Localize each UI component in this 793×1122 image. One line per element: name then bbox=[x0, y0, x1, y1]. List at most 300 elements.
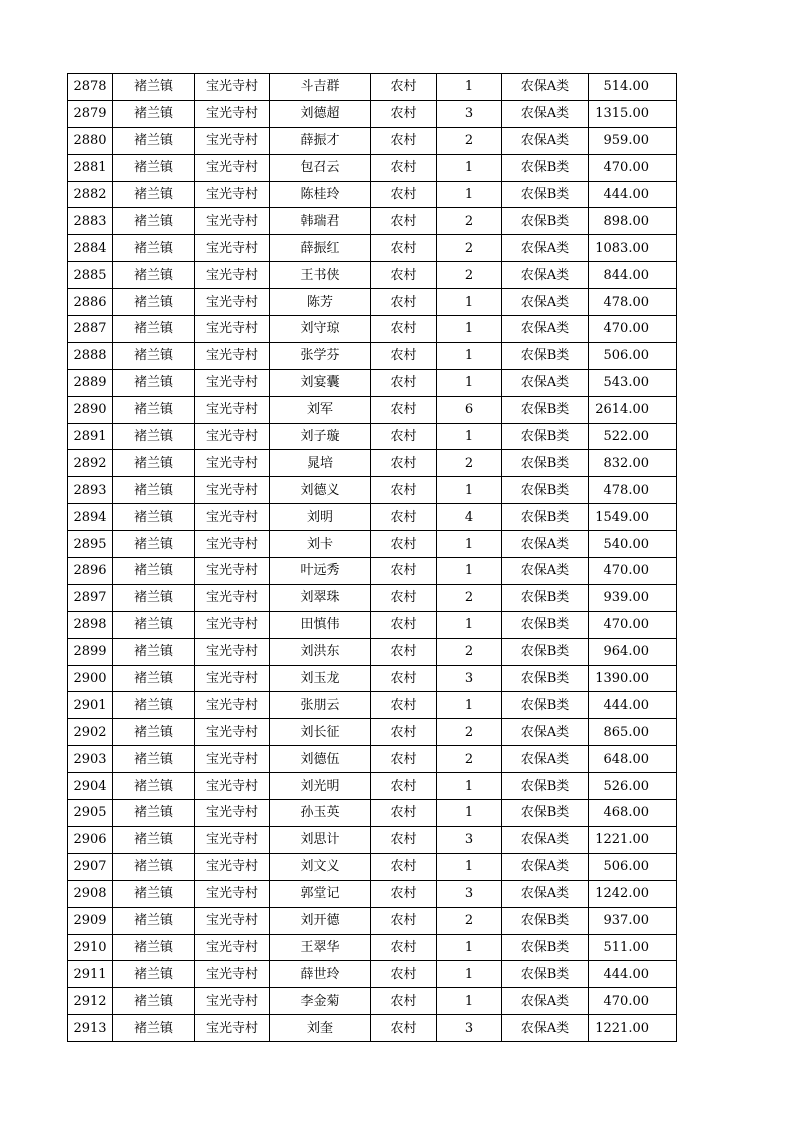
cell-village: 宝光寺村 bbox=[195, 181, 270, 208]
cell-town: 褚兰镇 bbox=[113, 961, 195, 988]
cell-category: 农保A类 bbox=[502, 826, 589, 853]
cell-name: 刘德伍 bbox=[270, 746, 371, 773]
cell-village: 宝光寺村 bbox=[195, 369, 270, 396]
table-row bbox=[68, 154, 677, 181]
table-row bbox=[68, 342, 677, 369]
cell-no: 2879 bbox=[68, 100, 113, 127]
cell-count: 2 bbox=[437, 127, 502, 154]
cell-village: 宝光寺村 bbox=[195, 477, 270, 504]
cell-amount: 470.00 bbox=[589, 558, 677, 585]
cell-amount: 470.00 bbox=[589, 154, 677, 181]
cell-count: 1 bbox=[437, 611, 502, 638]
cell-count: 2 bbox=[437, 208, 502, 235]
cell-name: 张朋云 bbox=[270, 692, 371, 719]
cell-amount: 964.00 bbox=[589, 638, 677, 665]
cell-amount: 470.00 bbox=[589, 611, 677, 638]
cell-amount: 514.00 bbox=[589, 74, 677, 101]
cell-name: 王翠华 bbox=[270, 934, 371, 961]
cell-name: 刘明 bbox=[270, 504, 371, 531]
cell-name: 包召云 bbox=[270, 154, 371, 181]
cell-no: 2900 bbox=[68, 665, 113, 692]
cell-type: 农村 bbox=[371, 934, 437, 961]
table-row bbox=[68, 773, 677, 800]
cell-village: 宝光寺村 bbox=[195, 584, 270, 611]
cell-town: 褚兰镇 bbox=[113, 396, 195, 423]
cell-no: 2903 bbox=[68, 746, 113, 773]
cell-town: 褚兰镇 bbox=[113, 316, 195, 343]
cell-count: 3 bbox=[437, 1015, 502, 1042]
cell-name: 王书侠 bbox=[270, 262, 371, 289]
cell-category: 农保B类 bbox=[502, 477, 589, 504]
cell-category: 农保A类 bbox=[502, 853, 589, 880]
cell-type: 农村 bbox=[371, 181, 437, 208]
cell-no: 2896 bbox=[68, 558, 113, 585]
cell-count: 1 bbox=[437, 289, 502, 316]
cell-count: 1 bbox=[437, 692, 502, 719]
cell-no: 2881 bbox=[68, 154, 113, 181]
table-row bbox=[68, 746, 677, 773]
cell-village: 宝光寺村 bbox=[195, 558, 270, 585]
cell-count: 2 bbox=[437, 450, 502, 477]
cell-town: 褚兰镇 bbox=[113, 154, 195, 181]
table-row bbox=[68, 988, 677, 1015]
cell-no: 2882 bbox=[68, 181, 113, 208]
cell-type: 农村 bbox=[371, 235, 437, 262]
cell-village: 宝光寺村 bbox=[195, 665, 270, 692]
cell-name: 刘卡 bbox=[270, 531, 371, 558]
cell-type: 农村 bbox=[371, 262, 437, 289]
cell-count: 1 bbox=[437, 558, 502, 585]
table-row bbox=[68, 423, 677, 450]
roster-table bbox=[67, 73, 677, 1042]
cell-category: 农保B类 bbox=[502, 423, 589, 450]
table-row bbox=[68, 235, 677, 262]
cell-town: 褚兰镇 bbox=[113, 262, 195, 289]
table-row bbox=[68, 558, 677, 585]
cell-town: 褚兰镇 bbox=[113, 880, 195, 907]
cell-category: 农保B类 bbox=[502, 396, 589, 423]
cell-amount: 470.00 bbox=[589, 988, 677, 1015]
cell-type: 农村 bbox=[371, 773, 437, 800]
cell-type: 农村 bbox=[371, 531, 437, 558]
table-row bbox=[68, 396, 677, 423]
cell-count: 6 bbox=[437, 396, 502, 423]
cell-village: 宝光寺村 bbox=[195, 988, 270, 1015]
cell-type: 农村 bbox=[371, 961, 437, 988]
cell-village: 宝光寺村 bbox=[195, 423, 270, 450]
cell-type: 农村 bbox=[371, 154, 437, 181]
cell-village: 宝光寺村 bbox=[195, 396, 270, 423]
cell-count: 2 bbox=[437, 262, 502, 289]
cell-no: 2909 bbox=[68, 907, 113, 934]
table-row bbox=[68, 826, 677, 853]
table-row bbox=[68, 74, 677, 101]
cell-name: 薛振才 bbox=[270, 127, 371, 154]
cell-amount: 540.00 bbox=[589, 531, 677, 558]
cell-category: 农保B类 bbox=[502, 961, 589, 988]
cell-count: 3 bbox=[437, 665, 502, 692]
cell-name: 刘守琼 bbox=[270, 316, 371, 343]
cell-no: 2904 bbox=[68, 773, 113, 800]
cell-town: 褚兰镇 bbox=[113, 558, 195, 585]
table-row bbox=[68, 127, 677, 154]
cell-count: 3 bbox=[437, 100, 502, 127]
table-row bbox=[68, 584, 677, 611]
cell-no: 2888 bbox=[68, 342, 113, 369]
cell-village: 宝光寺村 bbox=[195, 531, 270, 558]
cell-count: 2 bbox=[437, 746, 502, 773]
cell-name: 刘开德 bbox=[270, 907, 371, 934]
cell-town: 褚兰镇 bbox=[113, 289, 195, 316]
table-row bbox=[68, 1015, 677, 1042]
cell-amount: 526.00 bbox=[589, 773, 677, 800]
cell-no: 2895 bbox=[68, 531, 113, 558]
cell-type: 农村 bbox=[371, 665, 437, 692]
cell-category: 农保A类 bbox=[502, 531, 589, 558]
cell-town: 褚兰镇 bbox=[113, 342, 195, 369]
cell-category: 农保A类 bbox=[502, 316, 589, 343]
cell-town: 褚兰镇 bbox=[113, 1015, 195, 1042]
cell-category: 农保B类 bbox=[502, 504, 589, 531]
cell-amount: 522.00 bbox=[589, 423, 677, 450]
cell-town: 褚兰镇 bbox=[113, 988, 195, 1015]
cell-category: 农保B类 bbox=[502, 584, 589, 611]
cell-town: 褚兰镇 bbox=[113, 531, 195, 558]
cell-name: 刘子璇 bbox=[270, 423, 371, 450]
cell-category: 农保B类 bbox=[502, 154, 589, 181]
cell-name: 晁培 bbox=[270, 450, 371, 477]
cell-amount: 959.00 bbox=[589, 127, 677, 154]
cell-type: 农村 bbox=[371, 719, 437, 746]
table-row bbox=[68, 262, 677, 289]
cell-name: 刘宴囊 bbox=[270, 369, 371, 396]
cell-type: 农村 bbox=[371, 369, 437, 396]
cell-village: 宝光寺村 bbox=[195, 907, 270, 934]
table-row bbox=[68, 907, 677, 934]
cell-village: 宝光寺村 bbox=[195, 773, 270, 800]
cell-count: 1 bbox=[437, 423, 502, 450]
cell-count: 1 bbox=[437, 934, 502, 961]
cell-village: 宝光寺村 bbox=[195, 853, 270, 880]
cell-no: 2905 bbox=[68, 800, 113, 827]
cell-type: 农村 bbox=[371, 100, 437, 127]
cell-no: 2885 bbox=[68, 262, 113, 289]
cell-type: 农村 bbox=[371, 423, 437, 450]
cell-count: 2 bbox=[437, 638, 502, 665]
cell-count: 1 bbox=[437, 154, 502, 181]
cell-no: 2897 bbox=[68, 584, 113, 611]
cell-name: 刘玉龙 bbox=[270, 665, 371, 692]
cell-count: 1 bbox=[437, 800, 502, 827]
cell-amount: 898.00 bbox=[589, 208, 677, 235]
cell-count: 1 bbox=[437, 773, 502, 800]
cell-name: 刘思计 bbox=[270, 826, 371, 853]
cell-name: 刘翠珠 bbox=[270, 584, 371, 611]
cell-town: 褚兰镇 bbox=[113, 934, 195, 961]
cell-category: 农保A类 bbox=[502, 74, 589, 101]
cell-town: 褚兰镇 bbox=[113, 235, 195, 262]
table-row bbox=[68, 692, 677, 719]
cell-town: 褚兰镇 bbox=[113, 477, 195, 504]
cell-town: 褚兰镇 bbox=[113, 423, 195, 450]
cell-village: 宝光寺村 bbox=[195, 208, 270, 235]
cell-amount: 506.00 bbox=[589, 853, 677, 880]
cell-name: 韩瑞君 bbox=[270, 208, 371, 235]
cell-name: 刘文义 bbox=[270, 853, 371, 880]
cell-type: 农村 bbox=[371, 826, 437, 853]
cell-category: 农保B类 bbox=[502, 181, 589, 208]
cell-amount: 1083.00 bbox=[589, 235, 677, 262]
cell-town: 褚兰镇 bbox=[113, 746, 195, 773]
cell-type: 农村 bbox=[371, 208, 437, 235]
cell-count: 1 bbox=[437, 369, 502, 396]
cell-name: 刘奎 bbox=[270, 1015, 371, 1042]
cell-name: 田慎伟 bbox=[270, 611, 371, 638]
cell-no: 2911 bbox=[68, 961, 113, 988]
cell-village: 宝光寺村 bbox=[195, 289, 270, 316]
table-row bbox=[68, 934, 677, 961]
cell-no: 2901 bbox=[68, 692, 113, 719]
table-row bbox=[68, 100, 677, 127]
cell-count: 1 bbox=[437, 477, 502, 504]
cell-type: 农村 bbox=[371, 504, 437, 531]
cell-town: 褚兰镇 bbox=[113, 907, 195, 934]
cell-village: 宝光寺村 bbox=[195, 961, 270, 988]
cell-no: 2907 bbox=[68, 853, 113, 880]
cell-name: 刘洪东 bbox=[270, 638, 371, 665]
table-row bbox=[68, 289, 677, 316]
cell-amount: 648.00 bbox=[589, 746, 677, 773]
cell-name: 叶远秀 bbox=[270, 558, 371, 585]
cell-no: 2898 bbox=[68, 611, 113, 638]
cell-name: 刘长征 bbox=[270, 719, 371, 746]
cell-amount: 468.00 bbox=[589, 800, 677, 827]
cell-town: 褚兰镇 bbox=[113, 773, 195, 800]
cell-amount: 543.00 bbox=[589, 369, 677, 396]
cell-amount: 444.00 bbox=[589, 181, 677, 208]
cell-count: 2 bbox=[437, 719, 502, 746]
cell-village: 宝光寺村 bbox=[195, 1015, 270, 1042]
cell-town: 褚兰镇 bbox=[113, 181, 195, 208]
cell-category: 农保A类 bbox=[502, 988, 589, 1015]
cell-no: 2893 bbox=[68, 477, 113, 504]
cell-village: 宝光寺村 bbox=[195, 100, 270, 127]
cell-amount: 937.00 bbox=[589, 907, 677, 934]
cell-town: 褚兰镇 bbox=[113, 369, 195, 396]
cell-count: 2 bbox=[437, 235, 502, 262]
cell-type: 农村 bbox=[371, 988, 437, 1015]
cell-type: 农村 bbox=[371, 127, 437, 154]
cell-count: 3 bbox=[437, 826, 502, 853]
cell-category: 农保A类 bbox=[502, 558, 589, 585]
cell-town: 褚兰镇 bbox=[113, 665, 195, 692]
cell-town: 褚兰镇 bbox=[113, 208, 195, 235]
cell-amount: 939.00 bbox=[589, 584, 677, 611]
cell-amount: 444.00 bbox=[589, 692, 677, 719]
cell-category: 农保A类 bbox=[502, 289, 589, 316]
cell-type: 农村 bbox=[371, 692, 437, 719]
roster-body bbox=[68, 74, 677, 1042]
cell-amount: 1390.00 bbox=[589, 665, 677, 692]
cell-category: 农保B类 bbox=[502, 800, 589, 827]
table-row bbox=[68, 369, 677, 396]
cell-count: 1 bbox=[437, 342, 502, 369]
cell-type: 农村 bbox=[371, 853, 437, 880]
cell-town: 褚兰镇 bbox=[113, 127, 195, 154]
cell-no: 2891 bbox=[68, 423, 113, 450]
cell-village: 宝光寺村 bbox=[195, 74, 270, 101]
cell-no: 2892 bbox=[68, 450, 113, 477]
cell-category: 农保B类 bbox=[502, 208, 589, 235]
cell-amount: 1549.00 bbox=[589, 504, 677, 531]
cell-category: 农保A类 bbox=[502, 719, 589, 746]
cell-town: 褚兰镇 bbox=[113, 692, 195, 719]
cell-amount: 506.00 bbox=[589, 342, 677, 369]
cell-no: 2894 bbox=[68, 504, 113, 531]
cell-type: 农村 bbox=[371, 477, 437, 504]
cell-type: 农村 bbox=[371, 289, 437, 316]
cell-name: 孙玉英 bbox=[270, 800, 371, 827]
cell-category: 农保B类 bbox=[502, 692, 589, 719]
cell-amount: 844.00 bbox=[589, 262, 677, 289]
cell-no: 2908 bbox=[68, 880, 113, 907]
table-row bbox=[68, 450, 677, 477]
cell-category: 农保A类 bbox=[502, 127, 589, 154]
cell-type: 农村 bbox=[371, 880, 437, 907]
cell-type: 农村 bbox=[371, 396, 437, 423]
cell-no: 2886 bbox=[68, 289, 113, 316]
cell-no: 2889 bbox=[68, 369, 113, 396]
cell-amount: 478.00 bbox=[589, 289, 677, 316]
table-row bbox=[68, 665, 677, 692]
cell-amount: 1221.00 bbox=[589, 826, 677, 853]
table-row bbox=[68, 961, 677, 988]
cell-town: 褚兰镇 bbox=[113, 74, 195, 101]
cell-amount: 478.00 bbox=[589, 477, 677, 504]
cell-no: 2884 bbox=[68, 235, 113, 262]
cell-village: 宝光寺村 bbox=[195, 127, 270, 154]
table-row bbox=[68, 181, 677, 208]
cell-category: 农保A类 bbox=[502, 262, 589, 289]
cell-town: 褚兰镇 bbox=[113, 719, 195, 746]
cell-category: 农保A类 bbox=[502, 1015, 589, 1042]
cell-count: 1 bbox=[437, 316, 502, 343]
cell-category: 农保B类 bbox=[502, 665, 589, 692]
cell-town: 褚兰镇 bbox=[113, 584, 195, 611]
cell-village: 宝光寺村 bbox=[195, 692, 270, 719]
cell-town: 褚兰镇 bbox=[113, 826, 195, 853]
cell-count: 2 bbox=[437, 907, 502, 934]
cell-town: 褚兰镇 bbox=[113, 638, 195, 665]
cell-name: 薛世玲 bbox=[270, 961, 371, 988]
cell-type: 农村 bbox=[371, 316, 437, 343]
cell-town: 褚兰镇 bbox=[113, 100, 195, 127]
cell-category: 农保B类 bbox=[502, 773, 589, 800]
cell-category: 农保B类 bbox=[502, 611, 589, 638]
cell-count: 2 bbox=[437, 584, 502, 611]
cell-name: 薛振红 bbox=[270, 235, 371, 262]
cell-name: 郭堂记 bbox=[270, 880, 371, 907]
cell-no: 2912 bbox=[68, 988, 113, 1015]
table-row bbox=[68, 853, 677, 880]
cell-type: 农村 bbox=[371, 450, 437, 477]
cell-type: 农村 bbox=[371, 907, 437, 934]
cell-type: 农村 bbox=[371, 342, 437, 369]
cell-amount: 1221.00 bbox=[589, 1015, 677, 1042]
cell-amount: 444.00 bbox=[589, 961, 677, 988]
table-row bbox=[68, 611, 677, 638]
cell-town: 褚兰镇 bbox=[113, 800, 195, 827]
cell-name: 斗吉群 bbox=[270, 74, 371, 101]
cell-count: 1 bbox=[437, 531, 502, 558]
cell-name: 张学芬 bbox=[270, 342, 371, 369]
cell-no: 2913 bbox=[68, 1015, 113, 1042]
cell-name: 陈桂玲 bbox=[270, 181, 371, 208]
cell-category: 农保A类 bbox=[502, 880, 589, 907]
cell-category: 农保A类 bbox=[502, 235, 589, 262]
cell-count: 1 bbox=[437, 988, 502, 1015]
table-row bbox=[68, 638, 677, 665]
cell-village: 宝光寺村 bbox=[195, 450, 270, 477]
cell-village: 宝光寺村 bbox=[195, 316, 270, 343]
cell-type: 农村 bbox=[371, 74, 437, 101]
cell-amount: 1315.00 bbox=[589, 100, 677, 127]
cell-category: 农保B类 bbox=[502, 934, 589, 961]
cell-no: 2906 bbox=[68, 826, 113, 853]
cell-count: 4 bbox=[437, 504, 502, 531]
cell-amount: 470.00 bbox=[589, 316, 677, 343]
table-row bbox=[68, 316, 677, 343]
cell-village: 宝光寺村 bbox=[195, 262, 270, 289]
cell-town: 褚兰镇 bbox=[113, 611, 195, 638]
table-row bbox=[68, 531, 677, 558]
cell-name: 李金菊 bbox=[270, 988, 371, 1015]
cell-type: 农村 bbox=[371, 584, 437, 611]
cell-no: 2878 bbox=[68, 74, 113, 101]
table-row bbox=[68, 477, 677, 504]
cell-no: 2887 bbox=[68, 316, 113, 343]
cell-type: 农村 bbox=[371, 558, 437, 585]
cell-no: 2899 bbox=[68, 638, 113, 665]
cell-count: 1 bbox=[437, 961, 502, 988]
cell-no: 2883 bbox=[68, 208, 113, 235]
cell-village: 宝光寺村 bbox=[195, 504, 270, 531]
cell-category: 农保B类 bbox=[502, 638, 589, 665]
cell-village: 宝光寺村 bbox=[195, 611, 270, 638]
cell-village: 宝光寺村 bbox=[195, 342, 270, 369]
cell-category: 农保A类 bbox=[502, 100, 589, 127]
cell-category: 农保B类 bbox=[502, 907, 589, 934]
cell-village: 宝光寺村 bbox=[195, 800, 270, 827]
cell-no: 2910 bbox=[68, 934, 113, 961]
cell-type: 农村 bbox=[371, 638, 437, 665]
cell-amount: 1242.00 bbox=[589, 880, 677, 907]
cell-category: 农保A类 bbox=[502, 746, 589, 773]
cell-town: 褚兰镇 bbox=[113, 853, 195, 880]
cell-type: 农村 bbox=[371, 746, 437, 773]
cell-village: 宝光寺村 bbox=[195, 880, 270, 907]
cell-name: 刘军 bbox=[270, 396, 371, 423]
cell-amount: 511.00 bbox=[589, 934, 677, 961]
cell-count: 3 bbox=[437, 880, 502, 907]
table-row bbox=[68, 208, 677, 235]
table-row bbox=[68, 719, 677, 746]
cell-amount: 832.00 bbox=[589, 450, 677, 477]
cell-village: 宝光寺村 bbox=[195, 934, 270, 961]
cell-no: 2902 bbox=[68, 719, 113, 746]
cell-name: 刘德义 bbox=[270, 477, 371, 504]
cell-village: 宝光寺村 bbox=[195, 154, 270, 181]
